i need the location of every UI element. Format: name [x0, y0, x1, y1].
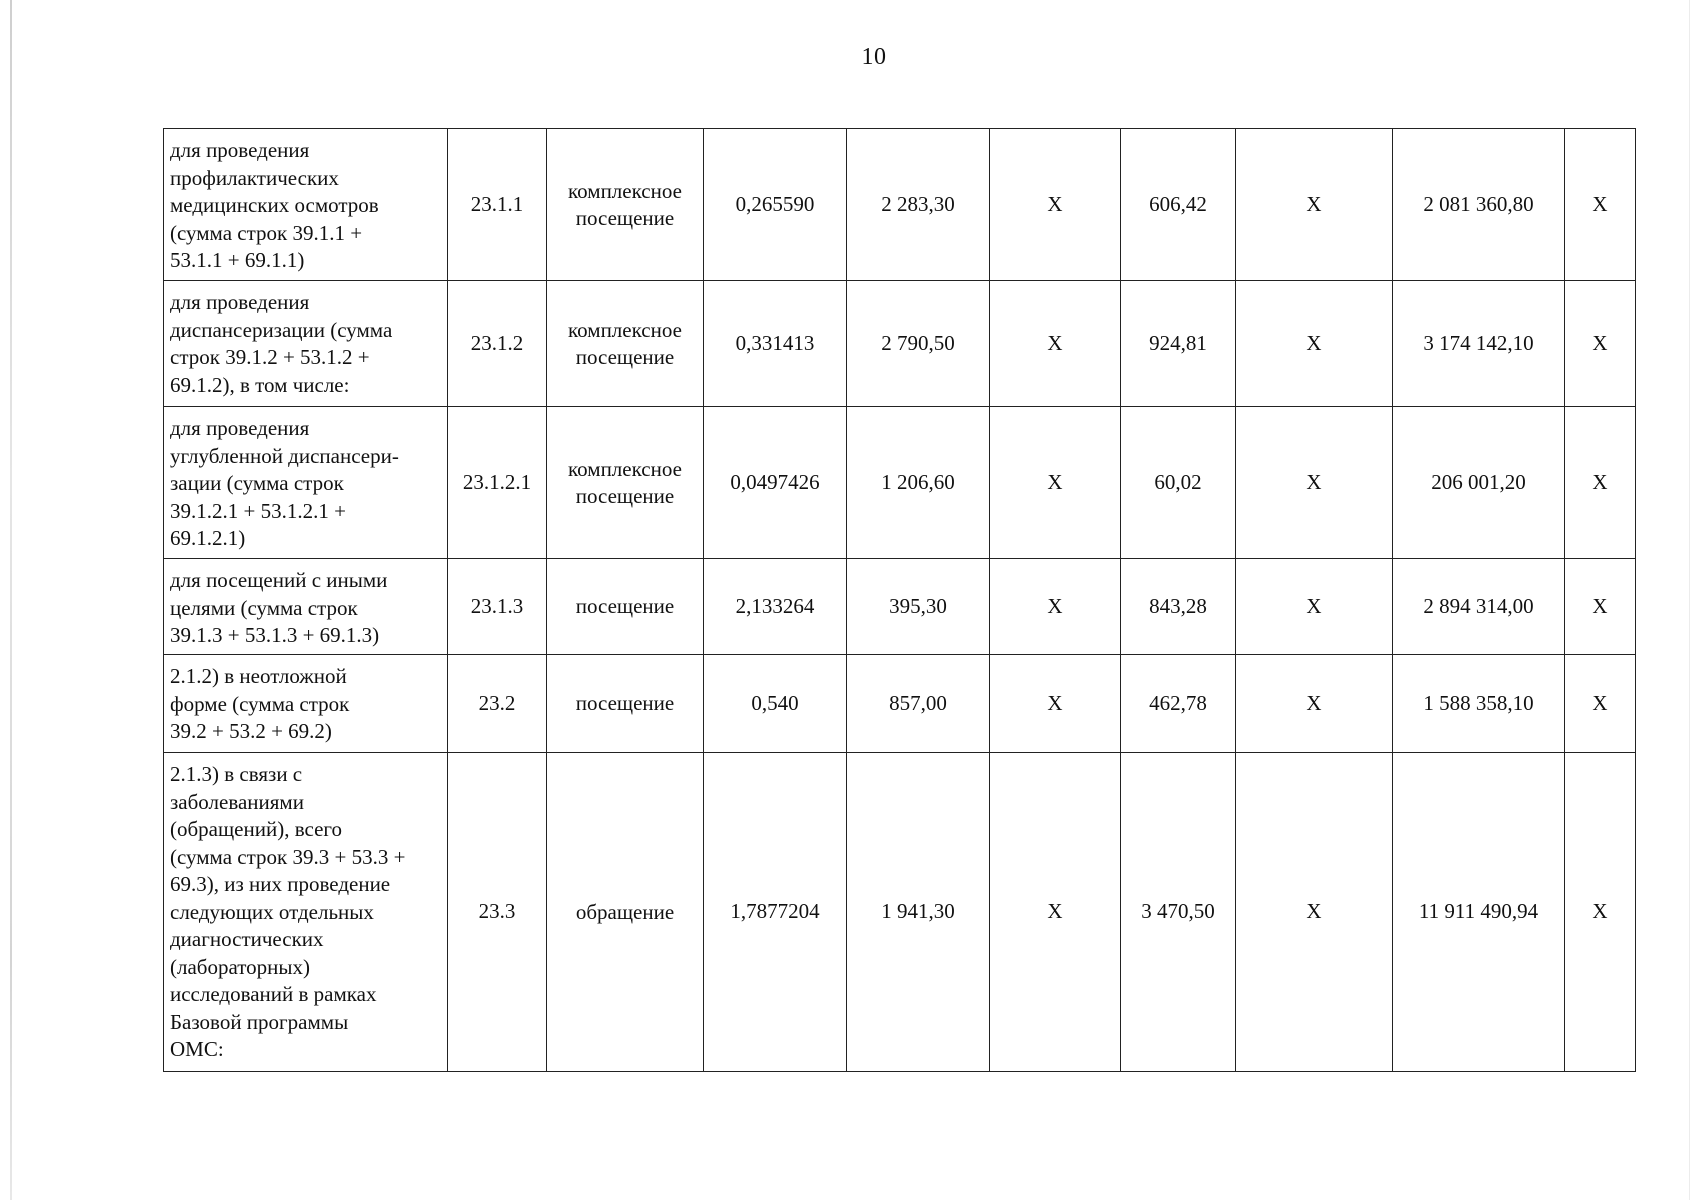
- row-x-cell: X: [1565, 655, 1636, 753]
- row-x-cell: X: [1236, 655, 1393, 753]
- table-row: [164, 753, 1636, 1072]
- row-x-cell: X: [990, 407, 1121, 559]
- row-x-cell: X: [1565, 281, 1636, 407]
- row-total: 11 911 490,94: [1393, 753, 1565, 1072]
- row-line-number: 23.1.2.1: [448, 407, 547, 559]
- row-norm-cost: 2 790,50: [847, 281, 990, 407]
- row-x-cell: X: [1236, 281, 1393, 407]
- table-row: [164, 655, 1636, 753]
- row-norm-cost: 2 283,30: [847, 129, 990, 281]
- row-x-cell: X: [1236, 407, 1393, 559]
- table-row: [164, 407, 1636, 559]
- scan-edge-right: [1689, 0, 1690, 1200]
- row-x-cell: X: [1565, 753, 1636, 1072]
- row-description: для проведения профилактических медицинских осмотров (сумма строк 39.1.1 + 53.1.1 + 69.1.1): [164, 129, 448, 281]
- row-x-cell: X: [1565, 129, 1636, 281]
- row-description: для проведения углубленной диспансери- зации (сумма строк 39.1.2.1 + 53.1.2.1 + 69.1.2.1): [164, 407, 448, 559]
- row-x-cell: X: [990, 655, 1121, 753]
- row-norm-cost: 857,00: [847, 655, 990, 753]
- row-unit: комплексное посещение: [547, 407, 704, 559]
- table-row: [164, 281, 1636, 407]
- row-x-cell: X: [1236, 753, 1393, 1072]
- row-description: для проведения диспансеризации (сумма строк 39.1.2 + 53.1.2 + 69.1.2), в том числе:: [164, 281, 448, 407]
- row-norm-cost: 1 941,30: [847, 753, 990, 1072]
- row-total: 2 081 360,80: [1393, 129, 1565, 281]
- row-unit: посещение: [547, 655, 704, 753]
- row-total: 3 174 142,10: [1393, 281, 1565, 407]
- table-row: [164, 129, 1636, 281]
- row-line-number: 23.3: [448, 753, 547, 1072]
- row-total: 2 894 314,00: [1393, 559, 1565, 655]
- scan-edge-left: [10, 0, 12, 1200]
- row-line-number: 23.2: [448, 655, 547, 753]
- row-x-cell: X: [1565, 407, 1636, 559]
- row-unit: комплексное посещение: [547, 129, 704, 281]
- row-x-cell: X: [1236, 129, 1393, 281]
- row-norm-cost: 1 206,60: [847, 407, 990, 559]
- row-total: 1 588 358,10: [1393, 655, 1565, 753]
- row-x-cell: X: [1236, 559, 1393, 655]
- row-unit: комплексное посещение: [547, 281, 704, 407]
- row-per-capita: 924,81: [1121, 281, 1236, 407]
- row-description: 2.1.3) в связи с заболеваниями (обращений), всего (сумма строк 39.3 + 53.3 + 69.3), из них проведение следующих отдельных диагностических (лабораторных) исследований в рамках Базовой программы ОМС:: [164, 753, 448, 1072]
- row-norm-volume: 0,331413: [704, 281, 847, 407]
- row-x-cell: X: [990, 753, 1121, 1072]
- row-unit: обращение: [547, 753, 704, 1072]
- row-x-cell: X: [990, 129, 1121, 281]
- row-line-number: 23.1.3: [448, 559, 547, 655]
- row-per-capita: 843,28: [1121, 559, 1236, 655]
- row-line-number: 23.1.2: [448, 281, 547, 407]
- row-x-cell: X: [1565, 559, 1636, 655]
- row-norm-volume: 0,0497426: [704, 407, 847, 559]
- row-x-cell: X: [990, 281, 1121, 407]
- row-description: 2.1.2) в неотложной форме (сумма строк 39.2 + 53.2 + 69.2): [164, 655, 448, 753]
- row-per-capita: 3 470,50: [1121, 753, 1236, 1072]
- row-norm-volume: 0,265590: [704, 129, 847, 281]
- table-row: [164, 559, 1636, 655]
- row-norm-volume: 2,133264: [704, 559, 847, 655]
- budget-table: [163, 128, 1636, 1072]
- page-number: 10: [861, 44, 887, 70]
- row-per-capita: 606,42: [1121, 129, 1236, 281]
- row-unit: посещение: [547, 559, 704, 655]
- row-description: для посещений с иными целями (сумма строк 39.1.3 + 53.1.3 + 69.1.3): [164, 559, 448, 655]
- row-line-number: 23.1.1: [448, 129, 547, 281]
- row-per-capita: 462,78: [1121, 655, 1236, 753]
- row-norm-cost: 395,30: [847, 559, 990, 655]
- row-total: 206 001,20: [1393, 407, 1565, 559]
- row-norm-volume: 0,540: [704, 655, 847, 753]
- row-norm-volume: 1,7877204: [704, 753, 847, 1072]
- row-x-cell: X: [990, 559, 1121, 655]
- row-per-capita: 60,02: [1121, 407, 1236, 559]
